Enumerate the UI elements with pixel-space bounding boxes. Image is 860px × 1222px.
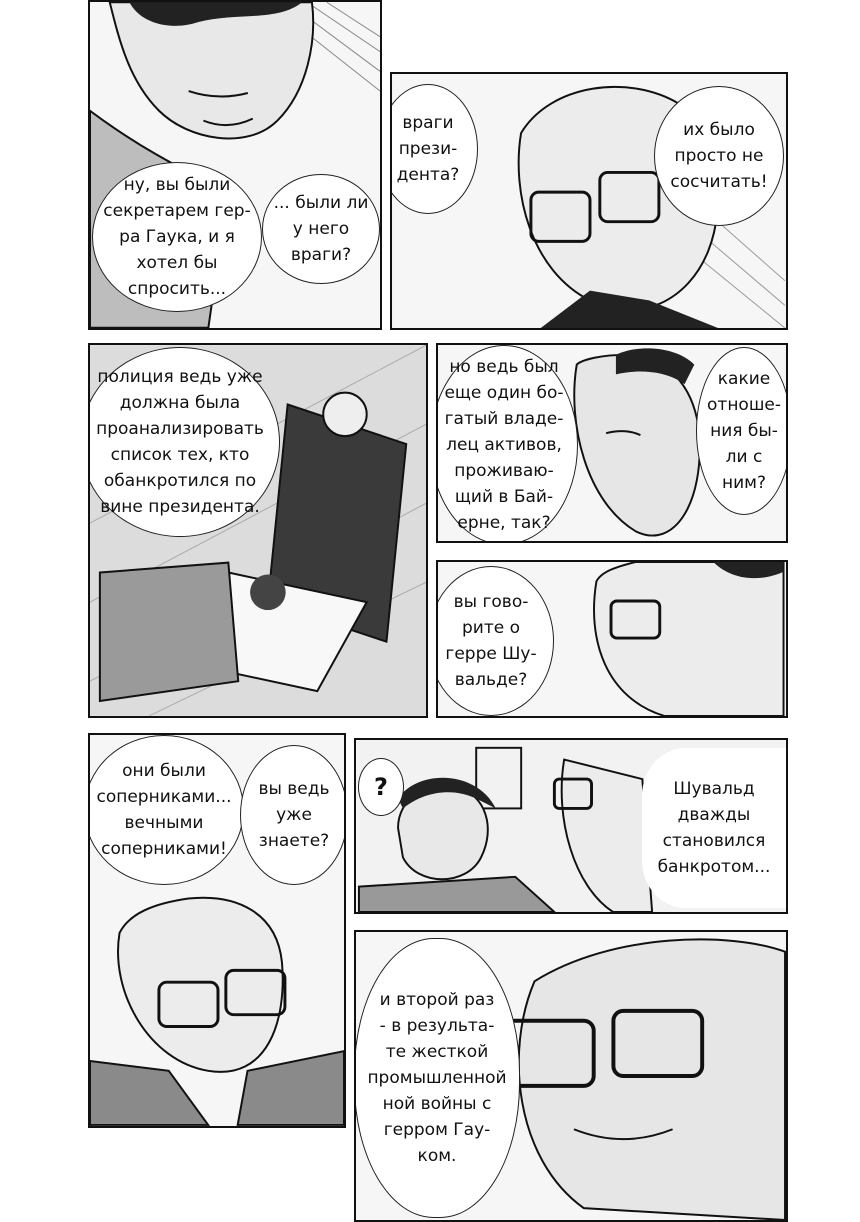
panel-1 bbox=[88, 0, 382, 330]
speech-bubble-left bbox=[436, 345, 578, 543]
speech-text: ... были ли у него враги? bbox=[273, 193, 369, 265]
speech-text: Шувальд дважды становился банкротом... bbox=[657, 779, 771, 877]
panel-3 bbox=[88, 343, 428, 718]
panel-5 bbox=[436, 560, 788, 718]
speech-text: вы ведь уже знаете? bbox=[258, 779, 330, 851]
speech-bubble bbox=[88, 347, 280, 537]
speech-text: вы гово- рите о герре Шу- вальде? bbox=[445, 592, 537, 690]
speech-text: но ведь был еще один бо- гатый владе- лец активов, проживаю- щий в Бай- ерне, так? bbox=[444, 357, 564, 533]
speech-bubble bbox=[642, 748, 786, 908]
question-bubble bbox=[358, 758, 404, 816]
speech-text: какие отноше- ния бы- ли с ним? bbox=[707, 369, 781, 493]
question-mark: ? bbox=[374, 773, 388, 801]
speech-text: полиция ведь уже должна была проанализировать список тех, кто обанкротился по вине президента. bbox=[96, 367, 264, 517]
panel-7 bbox=[354, 738, 788, 914]
panel-2 bbox=[390, 72, 788, 330]
panel-6 bbox=[88, 733, 346, 1128]
panel-4 bbox=[436, 343, 788, 543]
speech-bubble-right bbox=[696, 347, 788, 515]
speech-text: их было просто не сосчитать! bbox=[670, 120, 768, 192]
speech-bubble-left bbox=[92, 162, 262, 312]
speech-bubble-right bbox=[654, 86, 784, 226]
speech-text: и второй раз - в результа- те жесткой промышленной ной войны с герром Гау- ком. bbox=[367, 990, 507, 1166]
speech-bubble-left bbox=[88, 735, 244, 885]
panel-8 bbox=[354, 930, 788, 1222]
speech-text: ну, вы были секретарем гер- ра Гаука, и я хотел бы спросить... bbox=[103, 175, 251, 299]
speech-text: они были соперниками... вечными соперниками! bbox=[96, 761, 232, 859]
speech-bubble bbox=[354, 938, 520, 1218]
speech-bubble-right bbox=[240, 745, 346, 885]
speech-bubble-right bbox=[262, 174, 380, 284]
speech-text: враги прези- дента? bbox=[396, 113, 460, 185]
